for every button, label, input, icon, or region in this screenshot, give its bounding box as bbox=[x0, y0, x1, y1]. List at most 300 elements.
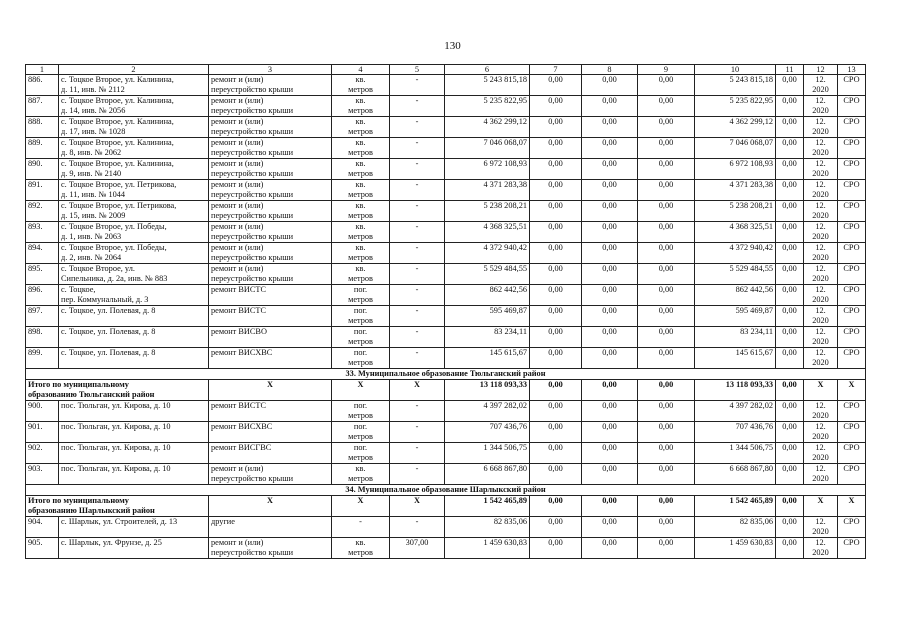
address-line-1: с. Шарлык, ул. Фрунзе, д. 25 bbox=[61, 538, 162, 547]
total-col-8 bbox=[582, 380, 638, 401]
work-type-line-2: переустройство крыши bbox=[211, 211, 294, 220]
fund-col-10-cell bbox=[695, 306, 776, 327]
fund-col-7-cell bbox=[530, 285, 582, 306]
total-cost-cell bbox=[445, 306, 530, 327]
row-number-cell bbox=[26, 96, 59, 117]
fund-col-8-cell bbox=[582, 464, 638, 485]
work-type-line-1: ремонт ВИСХВС bbox=[211, 348, 273, 357]
fund-col-8-value: 0,00 bbox=[602, 422, 617, 431]
operator-cell bbox=[838, 285, 866, 306]
fund-col-9-cell bbox=[638, 96, 695, 117]
volume-value: - bbox=[415, 443, 419, 452]
fund-col-8-cell bbox=[582, 96, 638, 117]
volume-cell bbox=[390, 96, 445, 117]
work-type-line-2: переустройство крыши bbox=[211, 274, 294, 283]
work-type-cell bbox=[209, 138, 332, 159]
operator-value: СРО bbox=[843, 464, 860, 473]
total-cost-cell bbox=[445, 264, 530, 285]
deadline-cell bbox=[804, 243, 838, 264]
row-number-cell bbox=[26, 443, 59, 464]
volume-value: - bbox=[415, 401, 419, 410]
volume-value: 307,00 bbox=[405, 538, 429, 547]
fund-col-10-cell bbox=[695, 96, 776, 117]
address-cell bbox=[59, 327, 209, 348]
operator-cell bbox=[838, 517, 866, 538]
fund-col-11-cell bbox=[776, 306, 804, 327]
fund-col-11-value: 0,00 bbox=[782, 517, 797, 526]
row-number: 896. bbox=[28, 285, 43, 294]
deadline-month: 12. bbox=[815, 180, 826, 189]
fund-col-8-cell bbox=[582, 348, 638, 369]
address-line-1: с. Тоцкое Второе, ул. Победы, bbox=[61, 222, 167, 231]
volume-value: - bbox=[415, 75, 419, 84]
row-number-cell bbox=[26, 517, 59, 538]
fund-col-9-value: 0,00 bbox=[658, 517, 674, 526]
operator-value: СРО bbox=[843, 285, 860, 294]
deadline-year: 2020 bbox=[812, 527, 829, 536]
deadline-year: 2020 bbox=[812, 169, 829, 178]
fund-col-9-cell bbox=[638, 285, 695, 306]
row-number-cell bbox=[26, 117, 59, 138]
volume-value: - bbox=[415, 243, 419, 252]
fund-col-9-cell bbox=[638, 422, 695, 443]
address-cell bbox=[59, 285, 209, 306]
address-cell bbox=[59, 464, 209, 485]
deadline-year: 2020 bbox=[812, 295, 829, 304]
total-cost-value: 83 234,11 bbox=[494, 327, 527, 336]
total-unit-value: X bbox=[357, 496, 364, 505]
fund-col-11-cell bbox=[776, 443, 804, 464]
work-type-cell bbox=[209, 327, 332, 348]
fund-col-10-value: 862 442,56 bbox=[735, 285, 773, 294]
total-label-line-1: Итого по муниципальному bbox=[28, 380, 129, 389]
total-cost-cell bbox=[445, 117, 530, 138]
fund-col-11-cell bbox=[776, 401, 804, 422]
work-type-cell bbox=[209, 285, 332, 306]
operator-value: СРО bbox=[843, 443, 860, 452]
fund-col-8-value: 0,00 bbox=[602, 517, 617, 526]
volume-value: - bbox=[415, 117, 419, 126]
work-type-cell bbox=[209, 159, 332, 180]
table-row bbox=[26, 96, 866, 117]
deadline-month: 12. bbox=[815, 75, 826, 84]
fund-col-11-value: 0,00 bbox=[782, 96, 797, 105]
total-cost-value: 145 615,67 bbox=[489, 348, 527, 357]
total-cost-cell bbox=[445, 422, 530, 443]
unit-cell bbox=[332, 264, 390, 285]
row-number-cell bbox=[26, 285, 59, 306]
fund-col-10-cell bbox=[695, 75, 776, 96]
fund-col-10-cell bbox=[695, 159, 776, 180]
address-cell bbox=[59, 306, 209, 327]
deadline-month: 12. bbox=[815, 159, 826, 168]
address-cell bbox=[59, 243, 209, 264]
total-cost-value: 4 362 299,12 bbox=[483, 117, 527, 126]
total-cost-value: 82 835,06 bbox=[493, 517, 527, 526]
total-cost-cell bbox=[445, 443, 530, 464]
fund-col-9-value: 0,00 bbox=[658, 138, 674, 147]
address-line-2: д. 17, инв. № 1028 bbox=[61, 127, 126, 136]
fund-col-11-value: 0,00 bbox=[782, 159, 797, 168]
total-cost-cell bbox=[445, 243, 530, 264]
total-cost-value: 6 668 867,80 bbox=[483, 464, 527, 473]
fund-col-10-value: 4 372 940,42 bbox=[729, 243, 773, 252]
address-cell bbox=[59, 401, 209, 422]
fund-col-7-cell bbox=[530, 138, 582, 159]
address-line-1: с. Тоцкое, ул. Полевая, д. 8 bbox=[61, 348, 156, 357]
deadline-year: 2020 bbox=[812, 453, 829, 462]
row-number-cell bbox=[26, 264, 59, 285]
total-cost-value: 707 436,76 bbox=[489, 422, 527, 431]
total-work-type bbox=[209, 496, 332, 517]
deadline-cell bbox=[804, 201, 838, 222]
total-col-10 bbox=[695, 496, 776, 517]
fund-col-9-cell bbox=[638, 538, 695, 559]
unit-line-1: кв. bbox=[355, 96, 366, 105]
work-type-line-1: ремонт ВИСТС bbox=[211, 306, 267, 315]
address-line-1: с. Тоцкое, bbox=[61, 285, 96, 294]
total-cost-value: 5 238 208,21 bbox=[483, 201, 527, 210]
unit-line-2: метров bbox=[348, 232, 373, 241]
work-type-line-2: переустройство крыши bbox=[211, 232, 294, 241]
address-line-2: д. 1, инв. № 2063 bbox=[61, 232, 122, 241]
unit-line-1: кв. bbox=[355, 138, 366, 147]
total-cost-value: 4 372 940,42 bbox=[483, 243, 527, 252]
address-cell bbox=[59, 422, 209, 443]
row-number-cell bbox=[26, 201, 59, 222]
fund-col-7-cell bbox=[530, 264, 582, 285]
row-number-cell bbox=[26, 538, 59, 559]
row-number: 899. bbox=[28, 348, 43, 357]
fund-col-7-cell bbox=[530, 222, 582, 243]
total-cost-value: 595 469,87 bbox=[489, 306, 527, 315]
fund-col-8-cell bbox=[582, 517, 638, 538]
work-type-cell bbox=[209, 264, 332, 285]
fund-col-7-value: 0,00 bbox=[548, 348, 563, 357]
unit-cell bbox=[332, 517, 390, 538]
fund-col-7-value: 0,00 bbox=[548, 327, 563, 336]
table-row bbox=[26, 222, 866, 243]
fund-col-11-value: 0,00 bbox=[782, 327, 797, 336]
operator-cell bbox=[838, 75, 866, 96]
operator-value: СРО bbox=[843, 401, 860, 410]
total-label-line-1: Итого по муниципальному bbox=[28, 496, 129, 505]
deadline-cell bbox=[804, 464, 838, 485]
volume-value: - bbox=[415, 348, 419, 357]
unit-line-2: метров bbox=[348, 316, 373, 325]
fund-col-11-cell bbox=[776, 159, 804, 180]
operator-value: СРО bbox=[843, 201, 860, 210]
total-col-11-value: 0,00 bbox=[782, 380, 797, 389]
total-cost-cell bbox=[445, 327, 530, 348]
operator-cell bbox=[838, 159, 866, 180]
operator-value: СРО bbox=[843, 306, 860, 315]
fund-col-10-value: 4 397 282,02 bbox=[729, 401, 773, 410]
fund-col-8-value: 0,00 bbox=[602, 264, 617, 273]
fund-col-10-cell bbox=[695, 422, 776, 443]
unit-line-2: метров bbox=[348, 274, 373, 283]
total-operator-value: X bbox=[848, 496, 855, 505]
fund-col-7-cell bbox=[530, 517, 582, 538]
total-cost-value: 4 397 282,02 bbox=[483, 401, 527, 410]
total-volume bbox=[390, 380, 445, 401]
table-row bbox=[26, 201, 866, 222]
fund-col-9-cell bbox=[638, 306, 695, 327]
operator-cell bbox=[838, 327, 866, 348]
fund-col-11-value: 0,00 bbox=[782, 180, 797, 189]
fund-col-7-value: 0,00 bbox=[548, 201, 563, 210]
deadline-cell bbox=[804, 422, 838, 443]
fund-col-7-cell bbox=[530, 75, 582, 96]
fund-col-7-value: 0,00 bbox=[548, 222, 563, 231]
table-row bbox=[26, 264, 866, 285]
fund-col-11-cell bbox=[776, 264, 804, 285]
deadline-year: 2020 bbox=[812, 548, 829, 557]
fund-col-7-value: 0,00 bbox=[548, 401, 563, 410]
total-cost-cell bbox=[445, 517, 530, 538]
fund-col-11-value: 0,00 bbox=[782, 306, 797, 315]
column-number-2: 2 bbox=[59, 65, 209, 75]
fund-col-9-value: 0,00 bbox=[658, 306, 674, 315]
fund-col-10-value: 707 436,76 bbox=[735, 422, 773, 431]
work-type-cell bbox=[209, 243, 332, 264]
unit-cell bbox=[332, 401, 390, 422]
address-line-2: д. 11, инв. № 1044 bbox=[61, 190, 126, 199]
work-type-line-1: ремонт и (или) bbox=[211, 180, 264, 189]
work-type-cell bbox=[209, 117, 332, 138]
deadline-month: 12. bbox=[815, 327, 826, 336]
fund-col-9-cell bbox=[638, 138, 695, 159]
unit-line-1: кв. bbox=[355, 75, 366, 84]
volume-cell bbox=[390, 443, 445, 464]
table-row bbox=[26, 75, 866, 96]
operator-cell bbox=[838, 117, 866, 138]
total-cost-value: 6 972 108,93 bbox=[483, 159, 527, 168]
fund-col-11-cell bbox=[776, 285, 804, 306]
operator-cell bbox=[838, 443, 866, 464]
deadline-year: 2020 bbox=[812, 190, 829, 199]
deadline-cell bbox=[804, 401, 838, 422]
fund-col-11-value: 0,00 bbox=[782, 264, 797, 273]
fund-col-7-value: 0,00 bbox=[548, 96, 563, 105]
deadline-month: 12. bbox=[815, 138, 826, 147]
fund-col-8-value: 0,00 bbox=[602, 443, 617, 452]
fund-col-10-cell bbox=[695, 348, 776, 369]
work-type-cell bbox=[209, 201, 332, 222]
volume-value: - bbox=[415, 517, 419, 526]
address-cell bbox=[59, 264, 209, 285]
row-number: 889. bbox=[28, 138, 43, 147]
fund-col-10-cell bbox=[695, 538, 776, 559]
row-number: 903. bbox=[28, 464, 43, 473]
total-col-11 bbox=[776, 380, 804, 401]
operator-cell bbox=[838, 306, 866, 327]
fund-col-8-value: 0,00 bbox=[602, 201, 617, 210]
volume-cell bbox=[390, 464, 445, 485]
total-col-11 bbox=[776, 496, 804, 517]
fund-col-11-value: 0,00 bbox=[782, 138, 797, 147]
deadline-month: 12. bbox=[815, 348, 826, 357]
column-number-12: 12 bbox=[804, 65, 838, 75]
operator-cell bbox=[838, 243, 866, 264]
row-number: 890. bbox=[28, 159, 43, 168]
operator-value: СРО bbox=[843, 75, 860, 84]
fund-col-8-cell bbox=[582, 538, 638, 559]
volume-cell bbox=[390, 159, 445, 180]
deadline-cell bbox=[804, 348, 838, 369]
fund-col-8-value: 0,00 bbox=[602, 159, 617, 168]
volume-value: - bbox=[415, 306, 419, 315]
total-label-line-2: образованию Шарлыкский район bbox=[28, 506, 155, 515]
total-cost-value: 1 459 630,83 bbox=[483, 538, 527, 547]
fund-col-8-cell bbox=[582, 201, 638, 222]
address-cell bbox=[59, 138, 209, 159]
total-unit-value: X bbox=[357, 380, 364, 389]
fund-col-9-cell bbox=[638, 222, 695, 243]
fund-col-11-cell bbox=[776, 538, 804, 559]
deadline-cell bbox=[804, 75, 838, 96]
fund-col-8-value: 0,00 bbox=[602, 117, 617, 126]
deadline-year: 2020 bbox=[812, 127, 829, 136]
address-line-1: с. Тоцкое Второе, ул. Калинина, bbox=[61, 117, 174, 126]
table-row bbox=[26, 422, 866, 443]
volume-value: - bbox=[415, 138, 419, 147]
deadline-month: 12. bbox=[815, 443, 826, 452]
fund-col-10-value: 6 668 867,80 bbox=[729, 464, 773, 473]
unit-line-2: метров bbox=[348, 337, 373, 346]
volume-value: - bbox=[415, 222, 419, 231]
volume-value: - bbox=[415, 422, 419, 431]
volume-cell bbox=[390, 327, 445, 348]
fund-col-10-cell bbox=[695, 464, 776, 485]
fund-col-11-value: 0,00 bbox=[782, 75, 797, 84]
unit-line-2: метров bbox=[348, 253, 373, 262]
volume-value: - bbox=[415, 96, 419, 105]
unit-line-1: пог. bbox=[353, 422, 368, 431]
total-col-10 bbox=[695, 380, 776, 401]
fund-col-9-value: 0,00 bbox=[658, 401, 674, 410]
fund-col-9-value: 0,00 bbox=[658, 201, 674, 210]
row-number-cell bbox=[26, 243, 59, 264]
fund-col-7-cell bbox=[530, 464, 582, 485]
work-type-line-2: переустройство крыши bbox=[211, 85, 294, 94]
fund-col-7-cell bbox=[530, 443, 582, 464]
table-row bbox=[26, 517, 866, 538]
fund-col-10-value: 145 615,67 bbox=[735, 348, 773, 357]
column-number-3: 3 bbox=[209, 65, 332, 75]
fund-col-9-value: 0,00 bbox=[658, 538, 674, 547]
deadline-year: 2020 bbox=[812, 358, 829, 367]
deadline-year: 2020 bbox=[812, 148, 829, 157]
total-col-10-value: 1 542 465,89 bbox=[729, 496, 773, 505]
unit-line-2: метров bbox=[348, 295, 373, 304]
fund-col-7-cell bbox=[530, 306, 582, 327]
total-col-9 bbox=[638, 380, 695, 401]
fund-col-7-cell bbox=[530, 201, 582, 222]
total-volume bbox=[390, 496, 445, 517]
fund-col-7-cell bbox=[530, 243, 582, 264]
fund-col-7-value: 0,00 bbox=[548, 117, 563, 126]
fund-col-7-value: 0,00 bbox=[548, 306, 563, 315]
fund-col-10-value: 595 469,87 bbox=[735, 306, 773, 315]
column-number-6: 6 bbox=[445, 65, 530, 75]
unit-line-1: пог. bbox=[353, 285, 368, 294]
fund-col-7-value: 0,00 bbox=[548, 464, 563, 473]
unit-line-2: метров bbox=[348, 548, 373, 557]
unit-line-1: пог. bbox=[353, 327, 368, 336]
table-row bbox=[26, 138, 866, 159]
deadline-cell bbox=[804, 306, 838, 327]
operator-cell bbox=[838, 264, 866, 285]
total-col-9-value: 0,00 bbox=[658, 496, 674, 505]
address-cell bbox=[59, 96, 209, 117]
work-type-cell bbox=[209, 538, 332, 559]
address-line-2: д. 8, инв. № 2062 bbox=[61, 148, 122, 157]
deadline-month: 12. bbox=[815, 422, 826, 431]
volume-cell bbox=[390, 117, 445, 138]
total-col-10-value: 13 118 093,33 bbox=[725, 380, 773, 389]
address-line-1: с. Тоцкое Второе, ул. Калинина, bbox=[61, 159, 174, 168]
unit-line-2: метров bbox=[348, 106, 373, 115]
operator-value: СРО bbox=[843, 517, 860, 526]
fund-col-11-value: 0,00 bbox=[782, 243, 797, 252]
total-cost-value: 5 235 822,95 bbox=[483, 96, 527, 105]
row-number-cell bbox=[26, 222, 59, 243]
fund-col-7-value: 0,00 bbox=[548, 138, 563, 147]
deadline-cell bbox=[804, 443, 838, 464]
work-type-line-1: ремонт и (или) bbox=[211, 243, 264, 252]
fund-col-10-cell bbox=[695, 222, 776, 243]
fund-col-11-cell bbox=[776, 348, 804, 369]
fund-col-8-value: 0,00 bbox=[602, 306, 617, 315]
fund-col-7-cell bbox=[530, 327, 582, 348]
fund-col-10-cell bbox=[695, 517, 776, 538]
unit-cell bbox=[332, 138, 390, 159]
column-number-row bbox=[26, 65, 866, 75]
row-number-cell bbox=[26, 348, 59, 369]
unit-cell bbox=[332, 306, 390, 327]
address-cell bbox=[59, 75, 209, 96]
section-heading-row bbox=[26, 369, 866, 380]
fund-col-7-value: 0,00 bbox=[548, 443, 563, 452]
deadline-cell bbox=[804, 117, 838, 138]
volume-value: - bbox=[415, 464, 419, 473]
column-number-11: 11 bbox=[776, 65, 804, 75]
row-number: 892. bbox=[28, 201, 43, 210]
fund-col-8-cell bbox=[582, 306, 638, 327]
unit-line-1: пог. bbox=[353, 401, 368, 410]
address-cell bbox=[59, 180, 209, 201]
table-row bbox=[26, 348, 866, 369]
work-type-line-1: ремонт ВИСТС bbox=[211, 285, 267, 294]
table-row bbox=[26, 180, 866, 201]
address-line-1: пос. Тюльган, ул. Кирова, д. 10 bbox=[61, 401, 171, 410]
deadline-cell bbox=[804, 96, 838, 117]
address-line-1: с. Тоцкое Второе, ул. Победы, bbox=[61, 243, 167, 252]
volume-cell bbox=[390, 422, 445, 443]
volume-cell bbox=[390, 138, 445, 159]
unit-line-1: кв. bbox=[355, 159, 366, 168]
volume-value: - bbox=[415, 285, 419, 294]
row-number: 887. bbox=[28, 96, 43, 105]
address-line-1: пос. Тюльган, ул. Кирова, д. 10 bbox=[61, 422, 171, 431]
unit-line-1: пог. bbox=[353, 443, 368, 452]
unit-cell bbox=[332, 180, 390, 201]
district-total-row bbox=[26, 496, 866, 517]
total-cost-value: 1 542 465,89 bbox=[483, 496, 527, 505]
total-cost-cell bbox=[445, 464, 530, 485]
fund-col-10-cell bbox=[695, 327, 776, 348]
